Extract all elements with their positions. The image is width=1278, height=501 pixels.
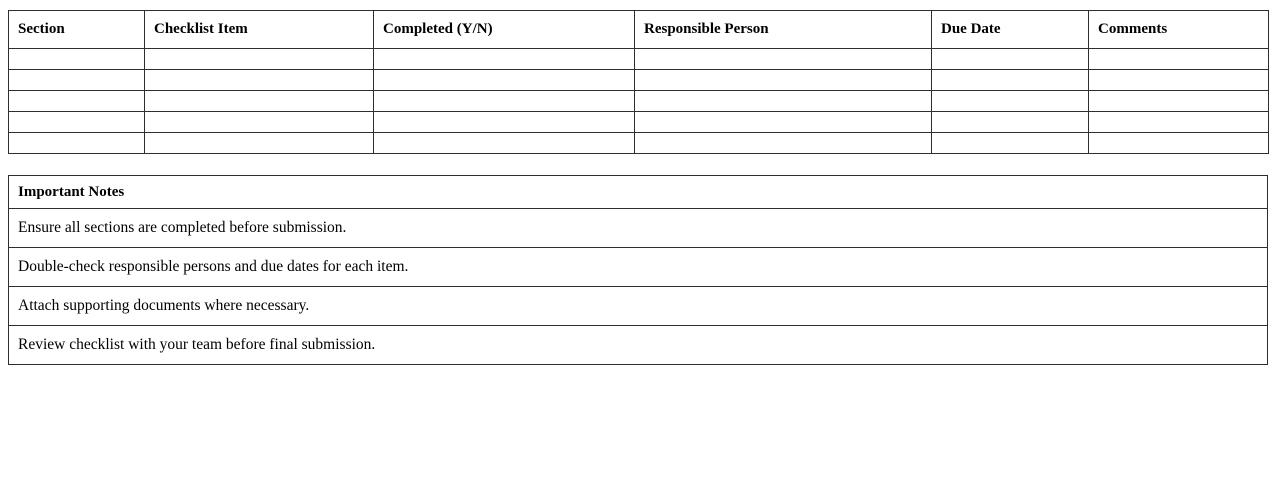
checklist-cell-due-date[interactable] xyxy=(932,133,1089,154)
checklist-cell-completed[interactable] xyxy=(374,49,635,70)
checklist-cell-section[interactable] xyxy=(9,70,145,91)
note-text: Review checklist with your team before final submission. xyxy=(9,326,1268,365)
checklist-row xyxy=(9,133,1269,154)
checklist-cell-comments[interactable] xyxy=(1089,112,1269,133)
checklist-cell-comments[interactable] xyxy=(1089,70,1269,91)
checklist-cell-responsible-person[interactable] xyxy=(635,70,932,91)
note-row xyxy=(9,209,1268,248)
checklist-cell-section[interactable] xyxy=(9,112,145,133)
note-text: Ensure all sections are completed before submission. xyxy=(9,209,1268,248)
checklist-row xyxy=(9,91,1269,112)
column-header-checklist-item: Checklist Item xyxy=(145,11,374,49)
checklist-header-row xyxy=(9,11,1269,49)
checklist-cell-comments[interactable] xyxy=(1089,91,1269,112)
checklist-cell-responsible-person[interactable] xyxy=(635,133,932,154)
checklist-cell-responsible-person[interactable] xyxy=(635,49,932,70)
notes-body xyxy=(9,209,1268,365)
column-header-comments: Comments xyxy=(1089,11,1269,49)
checklist-cell-completed[interactable] xyxy=(374,133,635,154)
column-header-section: Section xyxy=(9,11,145,49)
note-row xyxy=(9,326,1268,365)
checklist-cell-due-date[interactable] xyxy=(932,49,1089,70)
checklist-cell-completed[interactable] xyxy=(374,112,635,133)
checklist-cell-checklist-item[interactable] xyxy=(145,91,374,112)
checklist-row xyxy=(9,70,1269,91)
note-row xyxy=(9,287,1268,326)
column-header-due-date: Due Date xyxy=(932,11,1089,49)
note-row xyxy=(9,248,1268,287)
column-header-responsible-person: Responsible Person xyxy=(635,11,932,49)
checklist-cell-checklist-item[interactable] xyxy=(145,133,374,154)
checklist-cell-checklist-item[interactable] xyxy=(145,70,374,91)
checklist-cell-responsible-person[interactable] xyxy=(635,91,932,112)
checklist-cell-checklist-item[interactable] xyxy=(145,112,374,133)
checklist-cell-comments[interactable] xyxy=(1089,133,1269,154)
checklist-cell-completed[interactable] xyxy=(374,91,635,112)
checklist-cell-due-date[interactable] xyxy=(932,91,1089,112)
checklist-row xyxy=(9,49,1269,70)
notes-header-cell: Important Notes xyxy=(9,176,1268,209)
notes-table xyxy=(8,175,1268,365)
checklist-body xyxy=(9,49,1269,154)
checklist-cell-comments[interactable] xyxy=(1089,49,1269,70)
column-header-completed: Completed (Y/N) xyxy=(374,11,635,49)
checklist-cell-responsible-person[interactable] xyxy=(635,112,932,133)
checklist-cell-due-date[interactable] xyxy=(932,112,1089,133)
checklist-cell-checklist-item[interactable] xyxy=(145,49,374,70)
note-text: Attach supporting documents where necessary. xyxy=(9,287,1268,326)
checklist-cell-completed[interactable] xyxy=(374,70,635,91)
checklist-row xyxy=(9,112,1269,133)
checklist-cell-due-date[interactable] xyxy=(932,70,1089,91)
note-text: Double-check responsible persons and due dates for each item. xyxy=(9,248,1268,287)
notes-header-row xyxy=(9,176,1268,209)
checklist-cell-section[interactable] xyxy=(9,49,145,70)
checklist-cell-section[interactable] xyxy=(9,133,145,154)
checklist-cell-section[interactable] xyxy=(9,91,145,112)
checklist-table xyxy=(8,10,1269,154)
